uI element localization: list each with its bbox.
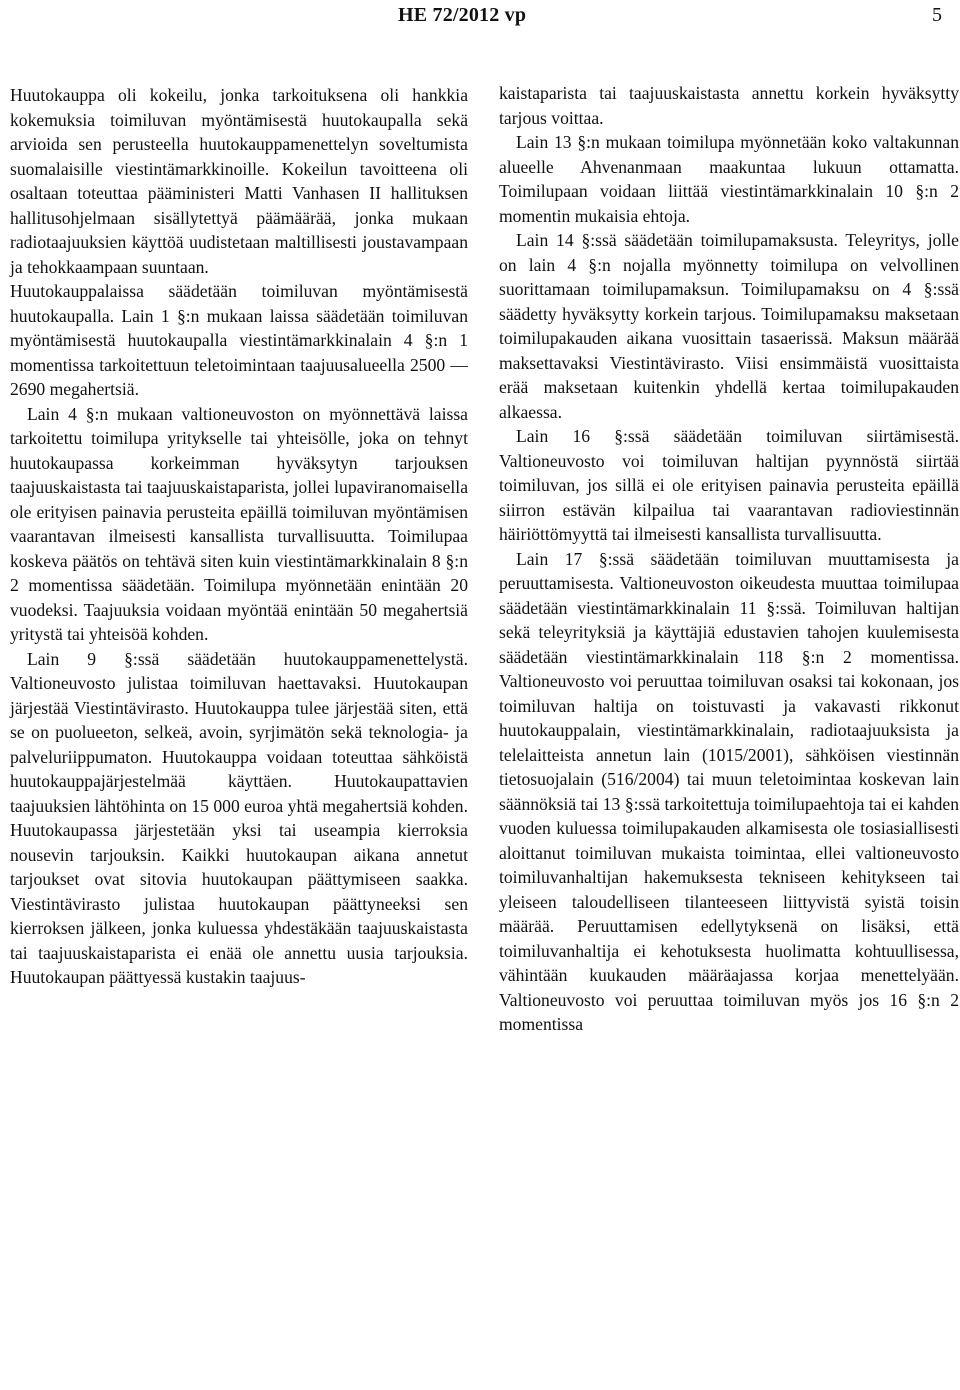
paragraph: Lain 14 §:ssä säädetään toimilupamaksusta. Teleyritys, jolle on lain 4 §:n nojalla myönnetty toimilupa on velvollinen suorittamaan toimilupamaksun. Toimilupamaksu on 4 §:ssä säädetty hyväksytty korkein tarjous. Toimilupamaksu maksetaan toimilupakauden aikana vuosittain tasaerissä. Maksun määrää maksettavaksi Viestintävirasto. Viisi ensimmäistä vuosittaista erää maksetaan kuitenkin yhdellä kertaa toimilupakauden alkaessa. — [499, 230, 959, 422]
page-number: 5 — [932, 4, 942, 26]
paragraph: Lain 9 §:ssä säädetään huutokauppamenettelystä. Valtioneuvosto julistaa toimiluvan haettavaksi. Huutokaupan järjestää Viestintävirasto. Huutokauppa tulee järjestää siten, että se on puolueeton, selkeä, avoin, syrjimätön sekä teknologia- ja palveluriippumaton. Huutokauppa voidaan toteuttaa sähköistä huutokauppajärjestelmää käyttäen. Huutokaupattavien taajuuksien lähtöhinta on 15 000 euroa yhtä megahertsiä kohden. Huutokaupassa järjestetään yksi tai useampia kierroksia nousevin tarjouksin. Kaikki huutokaupan aikana annetut tarjoukset ovat sitovia huutokaupan päättymiseen saakka. Viestintävirasto julistaa huutokaupan päättyneeksi sen kierroksen jälkeen, jonka kuluessa yhdestäkään taajuuskaistasta tai taajuuskaistaparista ei enää ole annettu uusia tarjouksia. Huutokaupan päättyessä kustakin taajuus- — [10, 648, 468, 987]
document-id: HE 72/2012 vp — [398, 4, 527, 26]
right-column — [499, 81, 959, 1037]
left-column — [10, 83, 468, 990]
paragraph: Lain 13 §:n mukaan toimilupa myönnetään koko valtakunnan alueelle Ahvenanmaan maakuntaa lukuun ottamatta. Toimilupaan voidaan liittää viestintämarkkinalain 10 §:n 2 momentin mukaisia ehtoja. — [499, 132, 959, 226]
paragraph: Lain 17 §:ssä säädetään toimiluvan muuttamisesta ja peruuttamisesta. Valtioneuvoston oikeudesta muuttaa toimilupaa säädetään viestintämarkkinalain 11 §:ssä. Toimiluvan haltijan sekä teleyrityksiä ja käyttäjiä edustavien tahojen kuulemisesta säädetään viestintämarkkinalain 118 §:n 2 momentissa. Valtioneuvosto voi peruuttaa toimiluvan osaksi tai kokonaan, jos toimiluvan haltija on toistuvasti ja vakavasti rikkonut huutokauppalain, viestintämarkkinalain, radiotaajuuksista ja telelaitteista annetun lain (1015/2001), sähköisen viestinnän tietosuojalain (516/2004) tai muun teletoimintaa koskevan lain säännöksiä tai 13 §:ssä tarkoitettuja toimilupaehtoja tai ei kahden vuoden kuluessa toimilupakauden alkamisesta ole tosiasiallisesti aloittanut toimiluvan mukaista toimintaa, ellei valtioneuvosto toimiluvanhaltijan hakemuksesta tekniseen kehitykseen tai yleiseen taloudelliseen tilanteeseen liittyvistä syistä toisin määrää. Peruuttamisen edellytyksenä on lisäksi, että toimiluvanhaltija ei kehotuksesta huolimatta kohtuullisessa, vähintään kuukauden määräajassa korjaa menettelyään. Valtioneuvosto voi peruuttaa toimiluvan myös jos 16 §:n 2 momentissa — [499, 548, 959, 1034]
paragraph: kaistaparista tai taajuuskaistasta annettu korkein hyväksytty tarjous voittaa. — [499, 83, 959, 128]
paragraph: Huutokauppa oli kokeilu, jonka tarkoituksena oli hankkia kokemuksia toimiluvan myöntämisestä huutokaupalla sekä arvioida sen perusteella huutokauppamenettelyn soveltumista suomalaisille viestintämarkkinoille. Kokeilun tavoitteena oli osaltaan toteuttaa pääministeri Matti Vanhasen II hallituksen hallitusohjelmaan sisällytettyä päämäärää, jonka mukaan radiotaajuuksien käyttöä uudistetaan maltillisesti joustavampaan ja tehokkaampaan suuntaan. — [10, 85, 468, 277]
paragraph: Huutokauppalaissa säädetään toimiluvan myöntämisestä huutokaupalla. Lain 1 §:n mukaan laissa säädetään toimiluvan myöntämisestä huutokaupalla viestintämarkkinalain 4 §:n 1 momentissa tarkoitettuun teletoimintaan taajuusalueella 2500 — 2690 megahertsiä. — [10, 281, 468, 399]
paragraph: Lain 16 §:ssä säädetään toimiluvan siirtämisestä. Valtioneuvosto voi toimiluvan haltijan pyynnöstä siirtää toimiluvan, jos sillä ei ole erityisen painavia perusteita epäillä siirron estävän kilpailua tai vaarantavan radioviestinnän häiriöttömyyttä tai ilmeisesti kansallista turvallisuutta. — [499, 426, 959, 544]
page-header — [0, 0, 960, 40]
paragraph: Lain 4 §:n mukaan valtioneuvoston on myönnettävä laissa tarkoitettu toimilupa yritykselle tai yhteisölle, joka on tehnyt huutokaupassa korkeimman hyväksytyn tarjouksen taajuuskaistasta tai taajuuskaistaparista, jollei lupaviranomaisella ole erityisen painavia perusteita epäillä toimiluvan myöntämisen vaarantavan ilmeisesti kansallista turvallisuutta. Toimilupaa koskeva päätös on tehtävä siten kuin viestintämarkkinalain 8 §:n 2 momentissa säädetään. Toimilupa myönnetään enintään 20 vuodeksi. Taajuuksia voidaan myöntää enintään 50 megahertsiä yritystä tai yhteisöä kohden. — [10, 403, 468, 644]
